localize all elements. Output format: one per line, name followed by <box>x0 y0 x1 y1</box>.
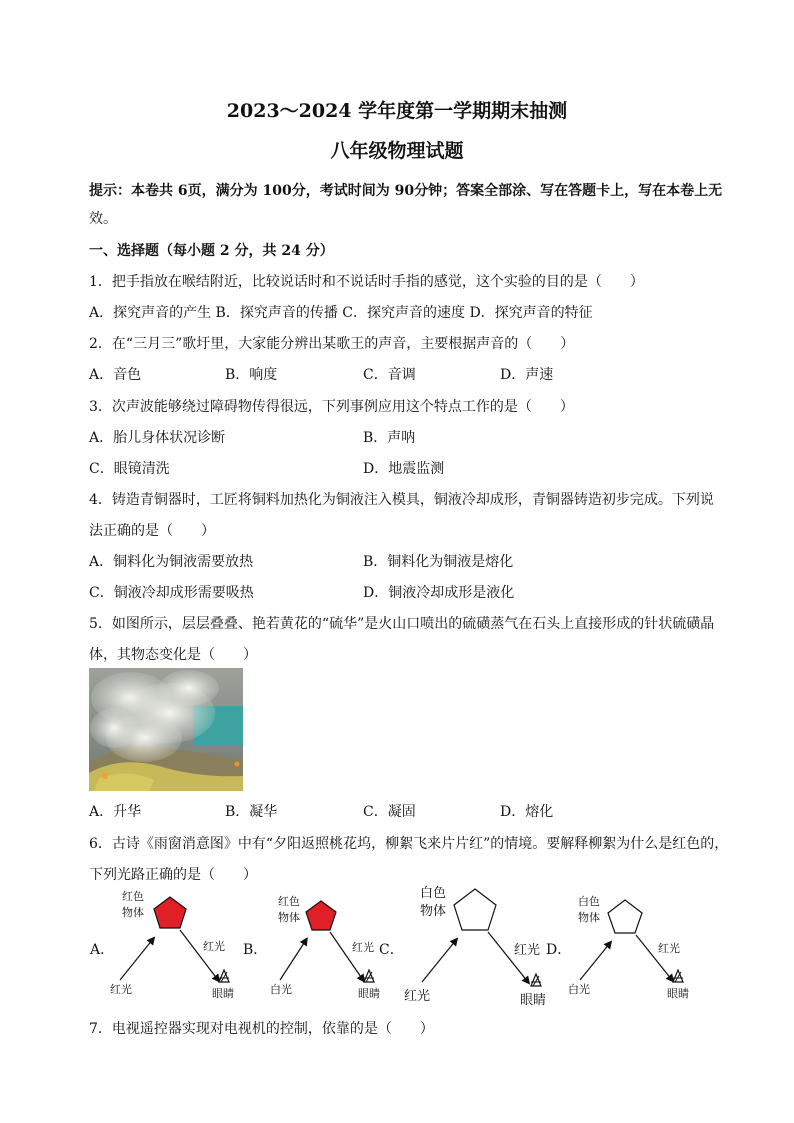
notice-text-1: 提示：本卷共 6页，满分为 100分，考试时间为 90分钟；答案全部涂、写在答题卡上，写在本卷上无 <box>89 183 723 199</box>
q6-a-eye: 眼睛 <box>212 987 234 1000</box>
q5-stem-line-1: 5．如图所示，层层叠叠、艳若黄花的“硫华”是火山口喷出的硫磺蒸气在石头上直接形成的针状硫磺晶 <box>89 616 715 632</box>
q6-a-in-light: 红光 <box>110 983 132 996</box>
q6-c-object-line1: 白色 <box>420 886 447 901</box>
q6-diagram-b <box>243 895 380 1000</box>
q4-option-b: B．铜料化为铜液是熔化 <box>363 554 514 570</box>
q6-c-incident-ray <box>422 940 456 982</box>
q4-stem-line-2: 法正确的是（ ） <box>89 523 215 539</box>
notice-line-2: 效。 <box>89 211 117 227</box>
q6-stem-line-2: 下列光路正确的是（ ） <box>89 867 257 883</box>
q6-b-label: B． <box>243 942 268 958</box>
q6-a-label: A． <box>90 942 115 958</box>
q3-option-b: B．声呐 <box>363 430 416 446</box>
q6-d-object-line2: 物体 <box>578 911 600 924</box>
q6-b-reflected-ray <box>330 932 363 980</box>
q4-stem-line-1: 4．铸造青铜器时，工匠将铜料加热化为铜液注入模具，铜液冷却成形，青铜器铸造初步完成。下列说 <box>89 492 714 508</box>
q6-c-eye-icon <box>531 974 541 986</box>
exam-subtitle: 八年级物理试题 <box>330 140 464 162</box>
q2-stem: 2．在“三月三”歌圩里，大家能分辨出某歌王的声音，主要根据声音的（ ） <box>89 336 575 352</box>
q5-option-d: D．熔化 <box>500 804 554 820</box>
q6-c-out-light: 红光 <box>514 943 541 958</box>
exam-title: 2023～2024 学年度第一学期期末抽测 <box>226 100 568 122</box>
q6-a-object-line1: 红色 <box>122 890 144 903</box>
q6-stem-line-1: 6．古诗《雨窗消意图》中有“夕阳返照桃花坞，柳絮飞来片片红”的情境。要解释柳絮为什么是红色的， <box>89 836 729 852</box>
q6-a-out-light: 红光 <box>203 940 225 953</box>
q5-option-a: A．升华 <box>89 804 142 820</box>
q6-c-object-pentagon <box>454 889 496 930</box>
q3-option-a: A．胎儿身体状况诊断 <box>89 430 226 446</box>
q5-option-b: B．凝华 <box>225 804 278 820</box>
q6-b-incident-ray <box>280 940 306 980</box>
q4-option-d: D．铜液冷却成形是液化 <box>363 585 515 601</box>
q2-option-a: A．音色 <box>89 367 142 383</box>
q6-b-out-light: 红光 <box>352 941 374 954</box>
q4-option-c: C．铜液冷却成形需要吸热 <box>89 585 254 601</box>
notice-line-1 <box>89 180 722 200</box>
q6-b-object-pentagon <box>306 901 336 930</box>
q7-stem: 7．电视遥控器实现对电视机的控制，依靠的是（ ） <box>89 1021 434 1037</box>
q1-options: A．探究声音的产生 B．探究声音的传播 C．探究声音的速度 D．探究声音的特征 <box>89 305 593 321</box>
q6-b-object-line1: 红色 <box>278 895 300 908</box>
q6-diagram-d <box>546 895 689 1000</box>
q3-option-c: C．眼镜清洗 <box>89 461 170 477</box>
q6-c-label: C． <box>379 942 404 958</box>
q5-stem-line-2: 体，其物态变化是（ ） <box>89 647 257 663</box>
section-heading: 一、选择题（每小题 2 分，共 24 分） <box>89 243 334 259</box>
q6-c-eye: 眼睛 <box>520 993 547 1008</box>
q6-b-eye: 眼睛 <box>358 987 380 1000</box>
q3-stem: 3．次声波能够绕过障碍物传得很远，下列事例应用这个特点工作的是（ ） <box>89 399 574 415</box>
q6-c-in-light: 红光 <box>404 989 431 1004</box>
q6-a-incident-ray <box>120 939 153 980</box>
volcano-sulfur-photo <box>89 668 243 791</box>
q6-a-object-line2: 物体 <box>122 906 144 919</box>
q6-c-object-line2: 物体 <box>420 904 447 919</box>
q2-option-b: B．响度 <box>225 367 278 383</box>
q5-option-c: C．凝固 <box>363 804 416 820</box>
q6-d-object-line1: 白色 <box>578 895 600 908</box>
q2-option-c: C．音调 <box>363 367 416 383</box>
q6-b-eye-icon <box>364 970 374 982</box>
q6-d-object-pentagon <box>608 900 642 933</box>
q6-b-in-light: 白光 <box>270 983 292 996</box>
q6-d-eye: 眼睛 <box>667 987 689 1000</box>
q6-diagram-a <box>89 890 234 1000</box>
q6-d-in-light: 白光 <box>568 983 590 996</box>
q6-d-out-light: 红光 <box>658 942 680 955</box>
q3-option-d: D．地震监测 <box>363 461 445 477</box>
q6-d-label: D． <box>546 942 572 958</box>
q6-light-path-diagrams <box>80 880 720 1010</box>
q6-d-incident-ray <box>580 943 610 980</box>
q6-diagram-c <box>379 886 546 1008</box>
q1-stem: 1．把手指放在喉结附近，比较说话时和不说话时手指的感觉，这个实验的目的是（ ） <box>89 274 644 290</box>
q6-b-object-line2: 物体 <box>278 911 300 924</box>
q4-option-a: A．铜料化为铜液需要放热 <box>89 554 254 570</box>
q6-a-reflected-ray <box>180 930 218 980</box>
q6-a-eye-icon <box>219 970 229 982</box>
q6-a-object-pentagon <box>154 897 186 928</box>
q6-d-eye-icon <box>673 970 683 982</box>
q2-option-d: D．声速 <box>500 367 554 383</box>
